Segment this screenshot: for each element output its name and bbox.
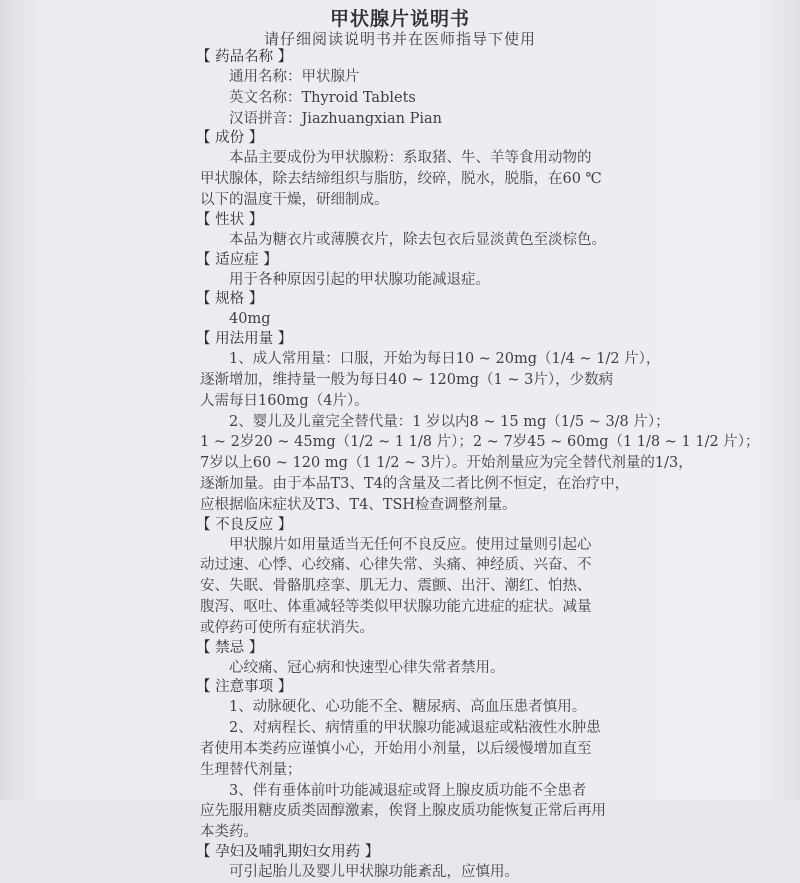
text-line: 1、成人常用量：口服，开始为每日10 ~ 20mg（1/4 ~ 1/2 片）， <box>229 351 661 368</box>
text-line: 本品为糖衣片或薄膜衣片，除去包衣后显淡黄色至淡棕色。 <box>229 231 606 248</box>
text-line: 1 ~ 2岁20 ~ 45mg（1/2 ~ 1 1/8 片）；2 ~ 7岁45 ~ 60mg（1 1/8 ~ 1 1/2 片）； <box>200 434 760 451</box>
english-name: 英文名称：Thyroid Tablets <box>229 89 416 106</box>
text-line: 7岁以上60 ~ 120 mg（1 1/2 ~ 3片）。开始剂量应为完全替代剂量的1/3， <box>200 455 693 472</box>
text-line: 以下的温度干燥，研细制成。 <box>200 191 389 208</box>
text-line: 用于各种原因引起的甲状腺功能减退症。 <box>229 271 490 288</box>
section-header: 【 不良反应 】 <box>196 516 293 533</box>
section-dosage <box>196 330 760 515</box>
text-line: 40mg <box>229 311 271 328</box>
section-indication <box>196 251 636 291</box>
section-header: 【 性状 】 <box>196 211 264 228</box>
text-line: 安、失眠、骨骼肌痉挛、肌无力、震颤、出汗、潮红、怕热、 <box>200 578 592 595</box>
document-title: 甲状腺片说明书 <box>329 8 470 30</box>
text-line: 动过速、心悸、心绞痛、心律失常、头痛、神经质、兴奋、不 <box>200 557 592 574</box>
section-adverse-reactions <box>196 516 636 639</box>
pinyin-name: 汉语拼音：Jiazhuangxian Pian <box>229 110 442 127</box>
text-line: 应根据临床症状及T3、T4、TSH检查调整剂量。 <box>200 496 517 513</box>
text-line: 逐渐增加，维持量一般为每日40 ~ 120mg（1 ~ 3片），少数病 <box>200 371 614 388</box>
section-header: 【 药品名称 】 <box>196 49 293 65</box>
section-drug-name <box>196 48 636 129</box>
generic-name: 通用名称：甲状腺片 <box>229 69 360 85</box>
text-line: 2、对病程长、病情重的甲状腺功能减退症或粘液性水肿患 <box>229 720 601 737</box>
text-line: 生理替代剂量； <box>200 761 302 778</box>
section-header: 【 禁忌 】 <box>196 639 264 656</box>
text-line: 甲状腺体，除去结缔组织与脂肪，绞碎，脱水，脱脂，在60 ℃ <box>200 171 602 188</box>
text-line: 人需每日160mg（4片）。 <box>200 392 369 409</box>
text-line: 逐渐加量。由于本品T3、T4的含量及二者比例不恒定，在治疗中， <box>200 475 630 492</box>
text-line: 应先服用糖皮质类固醇激素，俟肾上腺皮质功能恢复正常后再用 <box>200 803 606 820</box>
text-line: 腹泻、呕吐、体重减轻等类似甲状腺功能亢进症的症状。减量 <box>200 598 592 615</box>
section-precautions <box>196 678 636 843</box>
text-line: 本类药。 <box>200 824 258 841</box>
section-description <box>196 211 636 251</box>
section-header: 【 孕妇及哺乳期妇女用药 】 <box>196 843 380 860</box>
text-line: 可引起胎儿及婴儿甲状腺功能紊乱，应慎用。 <box>229 863 519 880</box>
section-header: 【 注意事项 】 <box>196 679 293 696</box>
section-header: 【 用法用量 】 <box>196 331 293 348</box>
document-body <box>196 48 760 883</box>
text-line: 或停药可使所有症状消失。 <box>200 619 374 636</box>
text-line: 3、伴有垂体前叶功能减退症或肾上腺皮质功能不全患者 <box>229 782 587 799</box>
section-contraindications <box>196 639 636 679</box>
text-line: 者使用本类药应谨慎小心，开始用小剂量，以后缓慢增加直至 <box>200 740 592 757</box>
text-line: 2、婴儿及儿童完全替代量：1 岁以内8 ~ 15 mg（1/5 ~ 3/8 片）； <box>229 413 670 430</box>
document-subtitle: 请仔细阅读说明书并在医师指导下使用 <box>263 30 536 48</box>
text-line: 甲状腺片如用量适当无任何不良反应。使用过量则引起心 <box>229 536 592 553</box>
text-line: 心绞痛、冠心病和快速型心律失常者禁用。 <box>229 659 505 676</box>
section-header: 【 适应症 】 <box>196 251 278 268</box>
section-header: 【 规格 】 <box>196 291 264 308</box>
section-header: 【 成份 】 <box>196 130 264 147</box>
section-pregnancy <box>196 843 636 883</box>
text-line: 本品主要成份为甲状腺粉：系取猪、牛、羊等食用动物的 <box>229 150 592 167</box>
section-spec <box>196 290 636 330</box>
text-line: 1、动脉硬化、心功能不全、糖尿病、高血压患者慎用。 <box>229 699 587 716</box>
section-composition <box>196 129 636 210</box>
